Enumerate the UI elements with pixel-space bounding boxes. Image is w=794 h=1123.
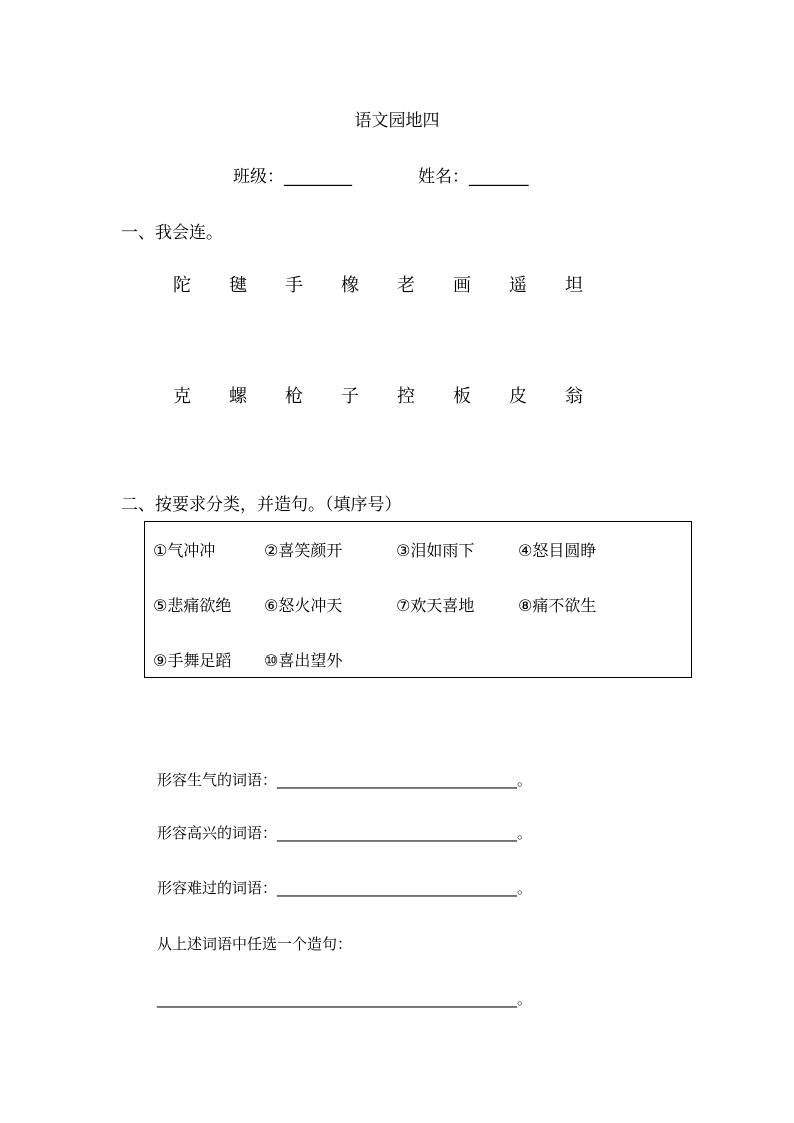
sentence-answer-line[interactable]: ________________________________________________。 xyxy=(157,990,533,1008)
char-item[interactable]: 画 xyxy=(453,275,471,296)
word-option: ④怒目圆睁 xyxy=(518,541,597,560)
word-option: ⑦欢天喜地 xyxy=(396,596,475,615)
char-item[interactable]: 手 xyxy=(285,275,303,296)
word-option: ⑨手舞足蹈 xyxy=(153,651,232,670)
word-option: ⑤悲痛欲绝 xyxy=(153,596,232,615)
char-item[interactable]: 橡 xyxy=(341,275,359,296)
char-item[interactable]: 控 xyxy=(397,386,415,407)
char-item[interactable]: 老 xyxy=(397,275,415,296)
char-item[interactable]: 毽 xyxy=(229,275,247,296)
word-option: ②喜笑颜开 xyxy=(264,541,343,560)
angry-words-line[interactable]: 形容生气的词语：________________________________。 xyxy=(157,771,533,789)
char-row-2 xyxy=(173,382,583,408)
char-item[interactable]: 子 xyxy=(341,386,359,407)
section-1-heading: 一、我会连。 xyxy=(121,223,223,243)
sad-words-line[interactable]: 形容难过的词语：________________________________。 xyxy=(157,879,533,897)
word-option: ①气冲冲 xyxy=(153,541,216,560)
page-title: 语文园地四 xyxy=(354,111,440,131)
name-field[interactable]: 姓名：_______ xyxy=(418,167,529,187)
char-item[interactable]: 皮 xyxy=(509,386,527,407)
word-options-box xyxy=(144,521,692,678)
char-item[interactable]: 陀 xyxy=(173,275,191,296)
word-option: ⑧痛不欲生 xyxy=(518,596,597,615)
word-option: ③泪如雨下 xyxy=(396,541,475,560)
char-item[interactable]: 板 xyxy=(453,386,471,407)
happy-words-line[interactable]: 形容高兴的词语：________________________________。 xyxy=(157,824,533,842)
sentence-prompt: 从上述词语中任选一个造句： xyxy=(157,935,353,953)
char-item[interactable]: 翁 xyxy=(565,386,583,407)
class-field[interactable]: 班级：________ xyxy=(233,167,352,187)
char-item[interactable]: 坦 xyxy=(565,275,583,296)
char-item[interactable]: 螺 xyxy=(229,386,247,407)
char-row-1 xyxy=(173,271,583,297)
char-item[interactable]: 克 xyxy=(173,386,191,407)
char-item[interactable]: 枪 xyxy=(285,386,303,407)
word-option: ⑩喜出望外 xyxy=(264,651,343,670)
word-option: ⑥怒火冲天 xyxy=(264,596,343,615)
section-2-heading: 二、按要求分类，并造句。（填序号） xyxy=(121,495,402,515)
char-item[interactable]: 遥 xyxy=(509,275,527,296)
